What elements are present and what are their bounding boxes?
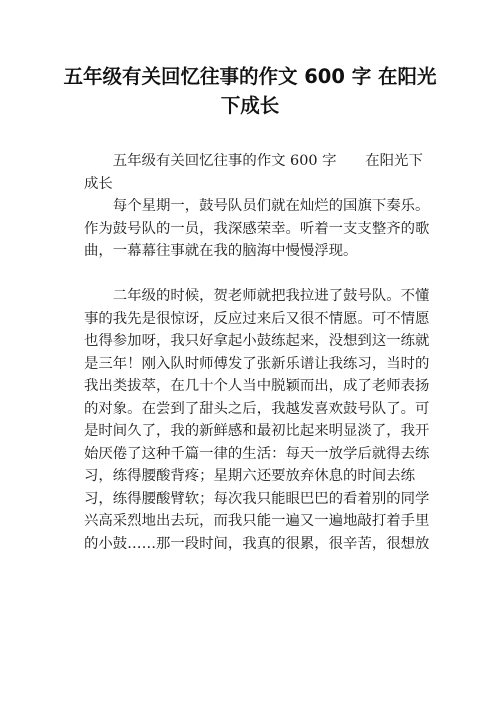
paragraph-intro: 每个星期一，鼓号队员们就在灿烂的国旗下奏乐。作为鼓号队的一员，我深感荣幸。听着一支支整齐的歌曲，一幕幕往事就在我的脑海中慢慢浮现。 — [84, 198, 430, 259]
paragraph-subtitle: 五年级有关回忆往事的作文 600 字 在阳光下成长 — [84, 153, 423, 192]
paragraph-memory: 二年级的时候，贺老师就把我拉进了鼓号队。不懂事的我先是很惊讶，反应过来后又很不情愿。可不情愿也得参加呀，我只好拿起小鼓练起来，没想到这一练就是三年！刚入队时师傅发了张新乐谱让我练习，当时的我出类拔萃，在几十个人当中脱颖而出，成了老师表扬的对象。在尝到了甜头之后，我越发喜欢鼓号队了。可是时间久了，我的新鲜感和最初比起来明显淡了，我开始厌倦了这种千篇一律的生活：每天一放学后就得去练习，练得腰酸背疼；星期六还要放弃休息的时间去练习，练得腰酸臂软；每次我只能眼巴巴的看着别的同学兴高采烈地出去玩，而我只能一遍又一遍地敲打着手里的小鼓……那一段时间，我真的很累，很辛苦，很想放 — [84, 288, 430, 552]
document-title: 五年级有关回忆往事的作文 600 字 在阳光下成长 — [63, 65, 437, 117]
paragraph-gap — [84, 263, 434, 286]
document-body — [84, 150, 434, 555]
